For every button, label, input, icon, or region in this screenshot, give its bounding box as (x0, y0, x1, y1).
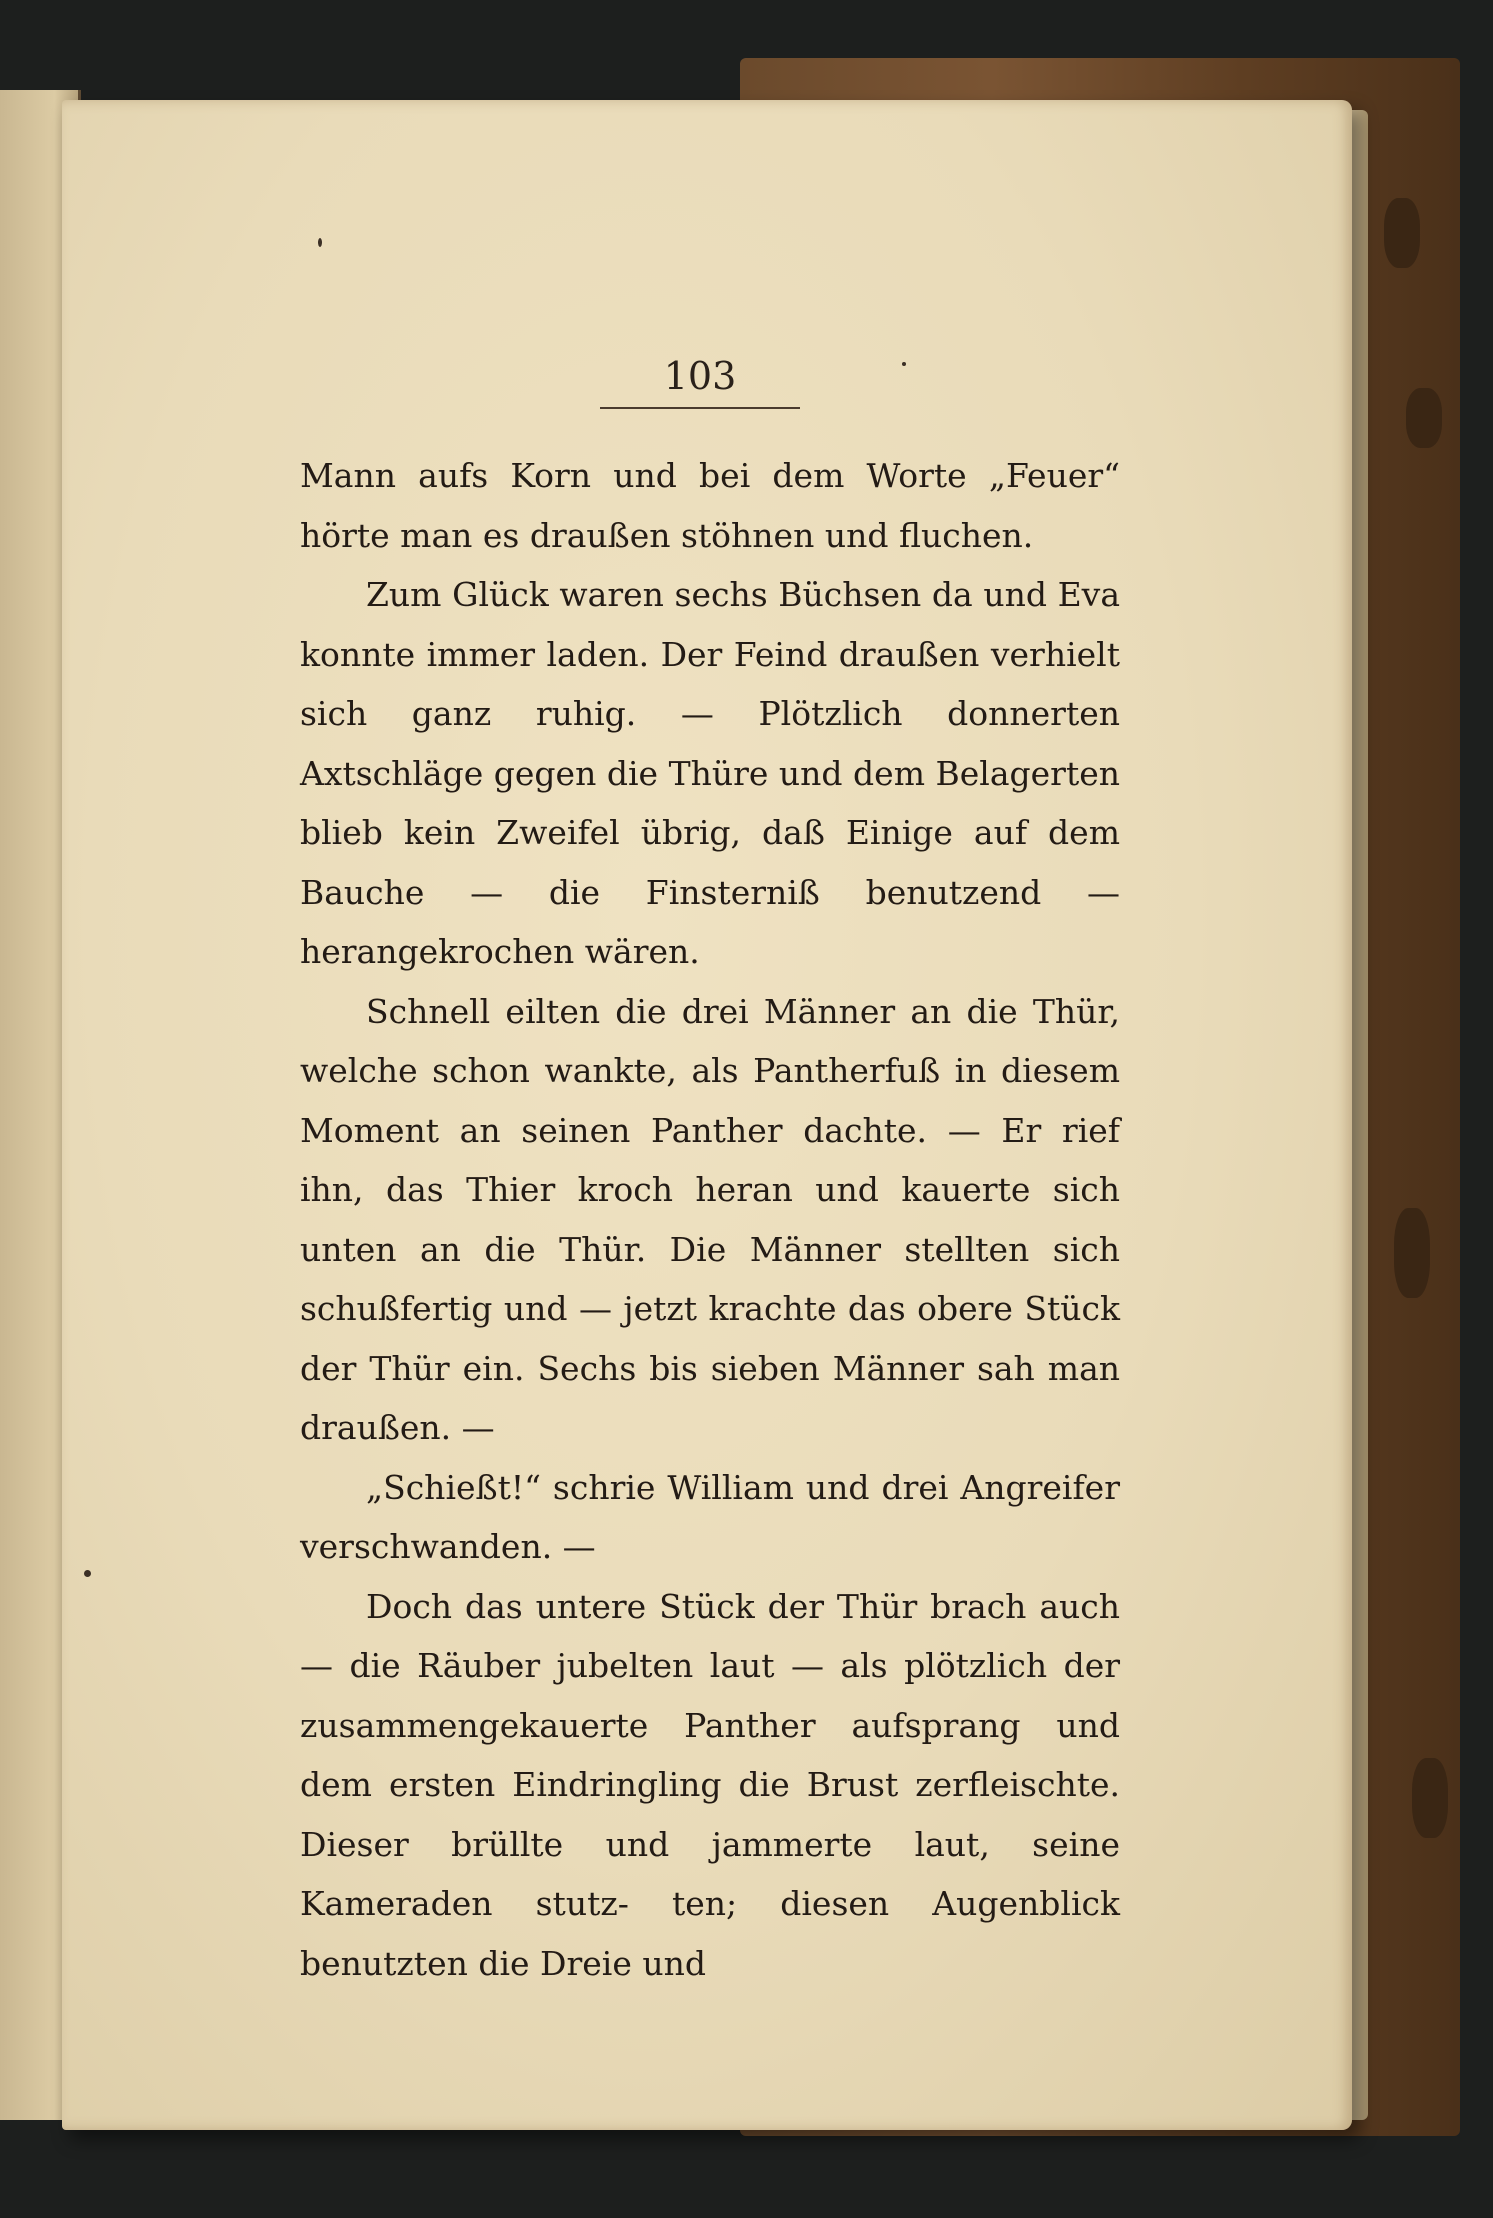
cover-wear-mark (1406, 388, 1442, 448)
paper-speck (318, 238, 322, 247)
page-number: 103 (663, 354, 737, 398)
cover-wear-mark (1394, 1208, 1430, 1298)
paper-speck (902, 362, 906, 366)
paragraph: Mann aufs Korn und bei dem Worte „Feuer“ hörte man es draußen stöhnen und fluchen. (300, 456, 1120, 555)
paragraph: „Schießt!“ schrie William und drei Angreifer verschwanden. — (300, 1467, 1120, 1566)
page-block-edge (1352, 110, 1368, 2120)
header-rule (600, 407, 800, 409)
cover-wear-mark (1384, 198, 1420, 268)
paragraph: Schnell eilten die drei Männer an die Thür, welche schon wankte, als Pantherfuß in diesem Moment an seinen Panther dachte. — Er rief ihn, das Thier kroch heran und kauerte sich unten an die Thür. Die Männer stellten sich schußfertig und — jetzt krachte das obere Stück der Thür ein. Sechs bis sieben Männer sah man draußen. — (300, 991, 1120, 1447)
cover-wear-mark (1412, 1758, 1448, 1838)
paper-speck (84, 1570, 91, 1577)
page-body-text (300, 446, 1120, 1993)
paragraph: Doch das untere Stück der Thür brach auch — die Räuber jubelten laut — als plötzlich der zusammengekauerte Panther aufsprang und dem ersten Eindringling die Brust zerfleischte. Dieser brüllte und jammerte laut, seine Kameraden stutz- ten; diesen Augenblick benutzten die Dreie und (300, 1586, 1120, 1983)
paragraph: Zum Glück waren sechs Büchsen da und Eva konnte immer laden. Der Feind draußen verhielt sich ganz ruhig. — Plötzlich donnerten Axtschläge gegen die Thüre und dem Belagerten blieb kein Zweifel übrig, daß Einige auf dem Bauche — die Finsterniß benutzend — herangekrochen wären. (300, 575, 1120, 971)
